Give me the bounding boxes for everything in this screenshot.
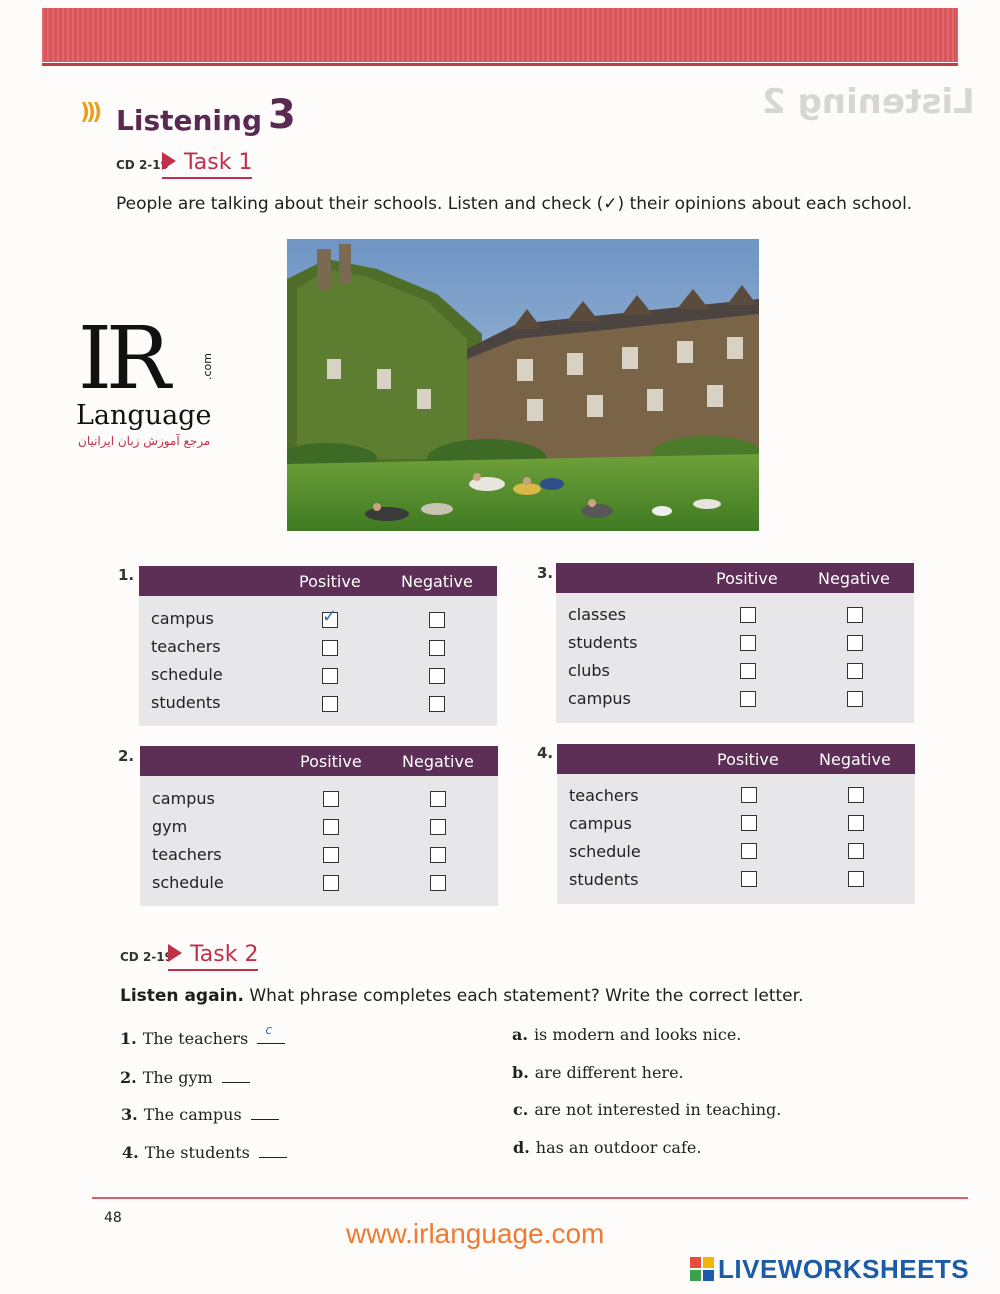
option-c: [513, 1100, 781, 1119]
opinion-table-2: [140, 746, 498, 906]
negative-checkbox[interactable]: [847, 691, 863, 707]
bleed-through-heading: Listening 2: [762, 82, 975, 122]
row-label: campus: [151, 609, 214, 628]
option-b: [512, 1063, 684, 1082]
negative-checkbox[interactable]: [429, 668, 445, 684]
negative-checkbox[interactable]: [429, 640, 445, 656]
task1-instruction: People are talking about their schools. Listen and check (✓) their opinions about each school.: [116, 194, 913, 214]
task1-title-text: Task 1: [184, 150, 253, 175]
play-triangle-icon: [168, 944, 182, 962]
positive-checkbox[interactable]: [322, 640, 338, 656]
negative-checkbox[interactable]: [430, 819, 446, 835]
header-positive: Positive: [716, 569, 778, 588]
row-label: schedule: [569, 842, 641, 861]
opinion-table-4: [557, 744, 915, 904]
answer-value: c: [265, 1023, 272, 1037]
liveworksheets-logo-icon: [690, 1257, 714, 1281]
logo-ir-letters: IR: [78, 309, 165, 409]
negative-checkbox[interactable]: [847, 663, 863, 679]
table-header: [139, 566, 497, 596]
statement-text: The students: [144, 1143, 250, 1162]
negative-checkbox[interactable]: [848, 815, 864, 831]
negative-checkbox[interactable]: [848, 871, 864, 887]
positive-checkbox[interactable]: [323, 819, 339, 835]
row-label: gym: [152, 817, 188, 836]
positive-checkbox[interactable]: [740, 607, 756, 623]
school-campus-photo: [287, 239, 759, 531]
statement-text: The gym: [142, 1068, 213, 1087]
top-color-band: [42, 8, 958, 62]
sound-waves-icon: ))): [80, 100, 99, 125]
task2-title: [168, 942, 258, 971]
campus-illustration: [287, 239, 759, 531]
option-letter: a.: [512, 1025, 528, 1044]
table-header: [556, 563, 914, 593]
row-label: classes: [568, 605, 626, 624]
negative-checkbox[interactable]: [429, 612, 445, 628]
statement-4: [122, 1143, 287, 1162]
option-a: [512, 1025, 741, 1044]
row-label: teachers: [569, 786, 639, 805]
row-label: campus: [152, 789, 215, 808]
option-text: are not interested in teaching.: [534, 1100, 782, 1119]
table-4-number: 4.: [537, 744, 554, 762]
negative-checkbox[interactable]: [429, 696, 445, 712]
statement-2: [120, 1068, 250, 1087]
positive-checkbox[interactable]: [741, 871, 757, 887]
row-label: teachers: [152, 845, 222, 864]
positive-checkbox[interactable]: [323, 847, 339, 863]
row-label: students: [151, 693, 221, 712]
positive-checkbox[interactable]: [741, 787, 757, 803]
positive-checkbox[interactable]: [323, 875, 339, 891]
header-positive: Positive: [717, 750, 779, 769]
statement-number: 4.: [122, 1143, 139, 1162]
statement-3: [121, 1105, 279, 1124]
answer-blank[interactable]: [251, 1105, 279, 1120]
header-negative: Negative: [402, 752, 474, 771]
row-label: schedule: [151, 665, 223, 684]
positive-checkbox[interactable]: [740, 635, 756, 651]
negative-checkbox[interactable]: [430, 791, 446, 807]
negative-checkbox[interactable]: [848, 787, 864, 803]
header-negative: Negative: [401, 572, 473, 591]
option-text: are different here.: [534, 1063, 684, 1082]
checkmark-icon: ✓: [322, 606, 338, 627]
irlanguage-logo: [76, 309, 226, 460]
statement-text: The teachers: [142, 1029, 249, 1048]
task2-instruction-text: What phrase completes each statement? Write the correct letter.: [249, 986, 804, 1006]
positive-checkbox[interactable]: [322, 696, 338, 712]
task2-instruction: [120, 986, 803, 1006]
footer-rule: [92, 1197, 968, 1199]
answer-blank[interactable]: [257, 1023, 285, 1044]
table-2-number: 2.: [118, 747, 135, 765]
section-title: Listening: [116, 104, 262, 137]
option-letter: b.: [512, 1063, 529, 1082]
positive-checkbox[interactable]: [323, 791, 339, 807]
row-label: students: [569, 870, 639, 889]
task1-cd-label: CD 2-19: [116, 158, 169, 172]
opinion-table-3: [556, 563, 914, 723]
negative-checkbox[interactable]: [847, 607, 863, 623]
play-triangle-icon: [162, 152, 176, 170]
option-text: is modern and looks nice.: [533, 1025, 742, 1044]
table-header: [140, 746, 498, 776]
positive-checkbox[interactable]: [741, 843, 757, 859]
positive-checkbox[interactable]: [740, 691, 756, 707]
positive-checkbox[interactable]: [322, 668, 338, 684]
negative-checkbox[interactable]: [848, 843, 864, 859]
statement-number: 2.: [120, 1068, 137, 1087]
header-positive: Positive: [299, 572, 361, 591]
task1-title: [162, 150, 252, 179]
section-number: 3: [268, 92, 296, 138]
option-letter: d.: [513, 1138, 530, 1157]
statement-text: The campus: [143, 1105, 242, 1124]
option-letter: c.: [513, 1100, 529, 1119]
negative-checkbox[interactable]: [430, 847, 446, 863]
liveworksheets-text: LIVEWORKSHEETS: [718, 1254, 970, 1284]
row-label: students: [568, 633, 638, 652]
positive-checkbox[interactable]: [740, 663, 756, 679]
page-title: [116, 94, 296, 140]
website-watermark[interactable]: www.irlanguage.com: [346, 1218, 605, 1249]
option-text: has an outdoor cafe.: [535, 1138, 702, 1157]
row-label: clubs: [568, 661, 610, 680]
row-label: schedule: [152, 873, 224, 892]
statement-number: 1.: [120, 1029, 137, 1048]
table-3-number: 3.: [537, 564, 554, 582]
row-label: campus: [568, 689, 631, 708]
header-negative: Negative: [818, 569, 890, 588]
logo-language-word: Language: [76, 400, 212, 431]
row-label: teachers: [151, 637, 221, 656]
option-d: [513, 1138, 701, 1157]
table-header: [557, 744, 915, 774]
positive-checkbox[interactable]: [741, 815, 757, 831]
negative-checkbox[interactable]: [430, 875, 446, 891]
row-label: campus: [569, 814, 632, 833]
header-negative: Negative: [819, 750, 891, 769]
liveworksheets-brand: [690, 1254, 969, 1285]
answer-blank[interactable]: [222, 1068, 250, 1083]
negative-checkbox[interactable]: [847, 635, 863, 651]
statement-1: [120, 1023, 285, 1048]
opinion-table-1: [139, 566, 497, 726]
table-1-number: 1.: [118, 566, 135, 584]
answer-blank[interactable]: [259, 1143, 287, 1158]
statement-number: 3.: [121, 1105, 138, 1124]
task2-title-text: Task 2: [190, 942, 259, 967]
logo-com: .com: [201, 353, 214, 380]
task2-cd-label: CD 2-19: [120, 950, 173, 964]
logo-persian-tagline: مرجع آموزش زبان ایرانیان: [78, 434, 211, 448]
header-positive: Positive: [300, 752, 362, 771]
page-number: 48: [104, 1210, 122, 1226]
task2-instruction-bold: Listen again.: [120, 986, 244, 1006]
